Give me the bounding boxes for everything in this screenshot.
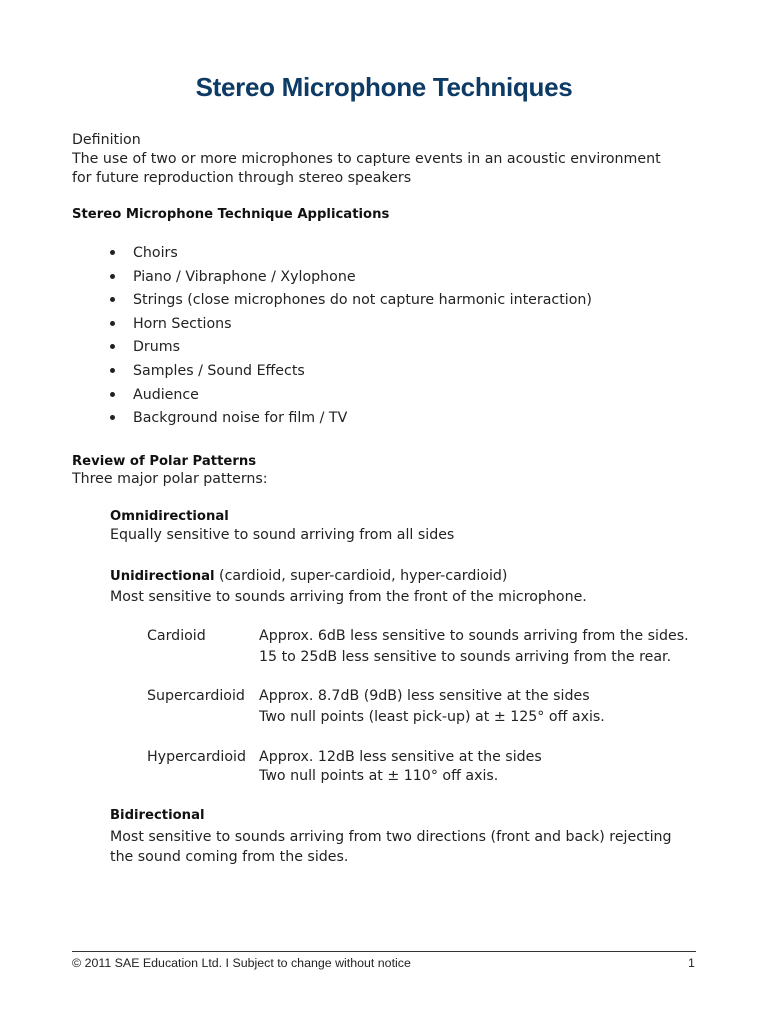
page-title: Stereo Microphone Techniques bbox=[195, 72, 573, 102]
list-item: Audience bbox=[108, 385, 592, 409]
omnidirectional-heading: Omnidirectional bbox=[110, 509, 229, 524]
bullet-icon bbox=[110, 392, 115, 397]
unidirectional-name: Unidirectional bbox=[110, 569, 215, 584]
unidirectional-heading bbox=[110, 567, 507, 586]
supercardioid-line-2: Two null points (least pick-up) at ± 125° off axis. bbox=[259, 709, 605, 725]
list-item: Piano / Vibraphone / Xylophone bbox=[108, 267, 592, 291]
cardioid-label: Cardioid bbox=[147, 628, 206, 644]
polar-patterns-intro: Three major polar patterns: bbox=[72, 471, 268, 487]
bidirectional-line-2: the sound coming from the sides. bbox=[110, 849, 349, 865]
applications-list bbox=[108, 243, 592, 432]
supercardioid-line-1: Approx. 8.7dB (9dB) less sensitive at the sides bbox=[259, 688, 590, 704]
cardioid-line-2: 15 to 25dB less sensitive to sounds arriving from the rear. bbox=[259, 649, 672, 665]
list-item: Horn Sections bbox=[108, 314, 592, 338]
bullet-icon bbox=[110, 250, 115, 255]
list-item: Strings (close microphones do not capture harmonic interaction) bbox=[108, 290, 592, 314]
applications-heading: Stereo Microphone Technique Applications bbox=[72, 207, 390, 222]
hypercardioid-label: Hypercardioid bbox=[147, 749, 246, 765]
list-item: Choirs bbox=[108, 243, 592, 267]
bullet-icon bbox=[110, 415, 115, 420]
omnidirectional-desc: Equally sensitive to sound arriving from all sides bbox=[110, 527, 455, 543]
bullet-icon bbox=[110, 344, 115, 349]
footer-copyright: © 2011 SAE Education Ltd. I Subject to change without notice bbox=[72, 956, 411, 970]
page-number: 1 bbox=[688, 956, 695, 970]
hypercardioid-line-1: Approx. 12dB less sensitive at the sides bbox=[259, 749, 542, 765]
unidirectional-qualifier: (cardioid, super-cardioid, hyper-cardioid) bbox=[214, 568, 508, 584]
list-item: Drums bbox=[108, 337, 592, 361]
polar-patterns-heading: Review of Polar Patterns bbox=[72, 454, 257, 469]
bidirectional-line-1: Most sensitive to sounds arriving from two directions (front and back) rejecting bbox=[110, 829, 672, 845]
list-item: Samples / Sound Effects bbox=[108, 361, 592, 385]
footer-divider bbox=[72, 951, 696, 952]
hypercardioid-line-2: Two null points at ± 110° off axis. bbox=[259, 768, 499, 784]
bullet-icon bbox=[110, 297, 115, 302]
supercardioid-label: Supercardioid bbox=[147, 688, 245, 704]
bullet-icon bbox=[110, 274, 115, 279]
bullet-icon bbox=[110, 368, 115, 373]
bullet-icon bbox=[110, 321, 115, 326]
cardioid-line-1: Approx. 6dB less sensitive to sounds arriving from the sides. bbox=[259, 628, 689, 644]
definition-label: Definition bbox=[72, 132, 141, 148]
bidirectional-heading: Bidirectional bbox=[110, 808, 205, 823]
unidirectional-desc: Most sensitive to sounds arriving from the front of the microphone. bbox=[110, 589, 587, 605]
list-item: Background noise for film / TV bbox=[108, 408, 592, 432]
definition-line-1: The use of two or more microphones to capture events in an acoustic environment bbox=[72, 151, 661, 167]
definition-line-2: for future reproduction through stereo speakers bbox=[72, 170, 412, 186]
